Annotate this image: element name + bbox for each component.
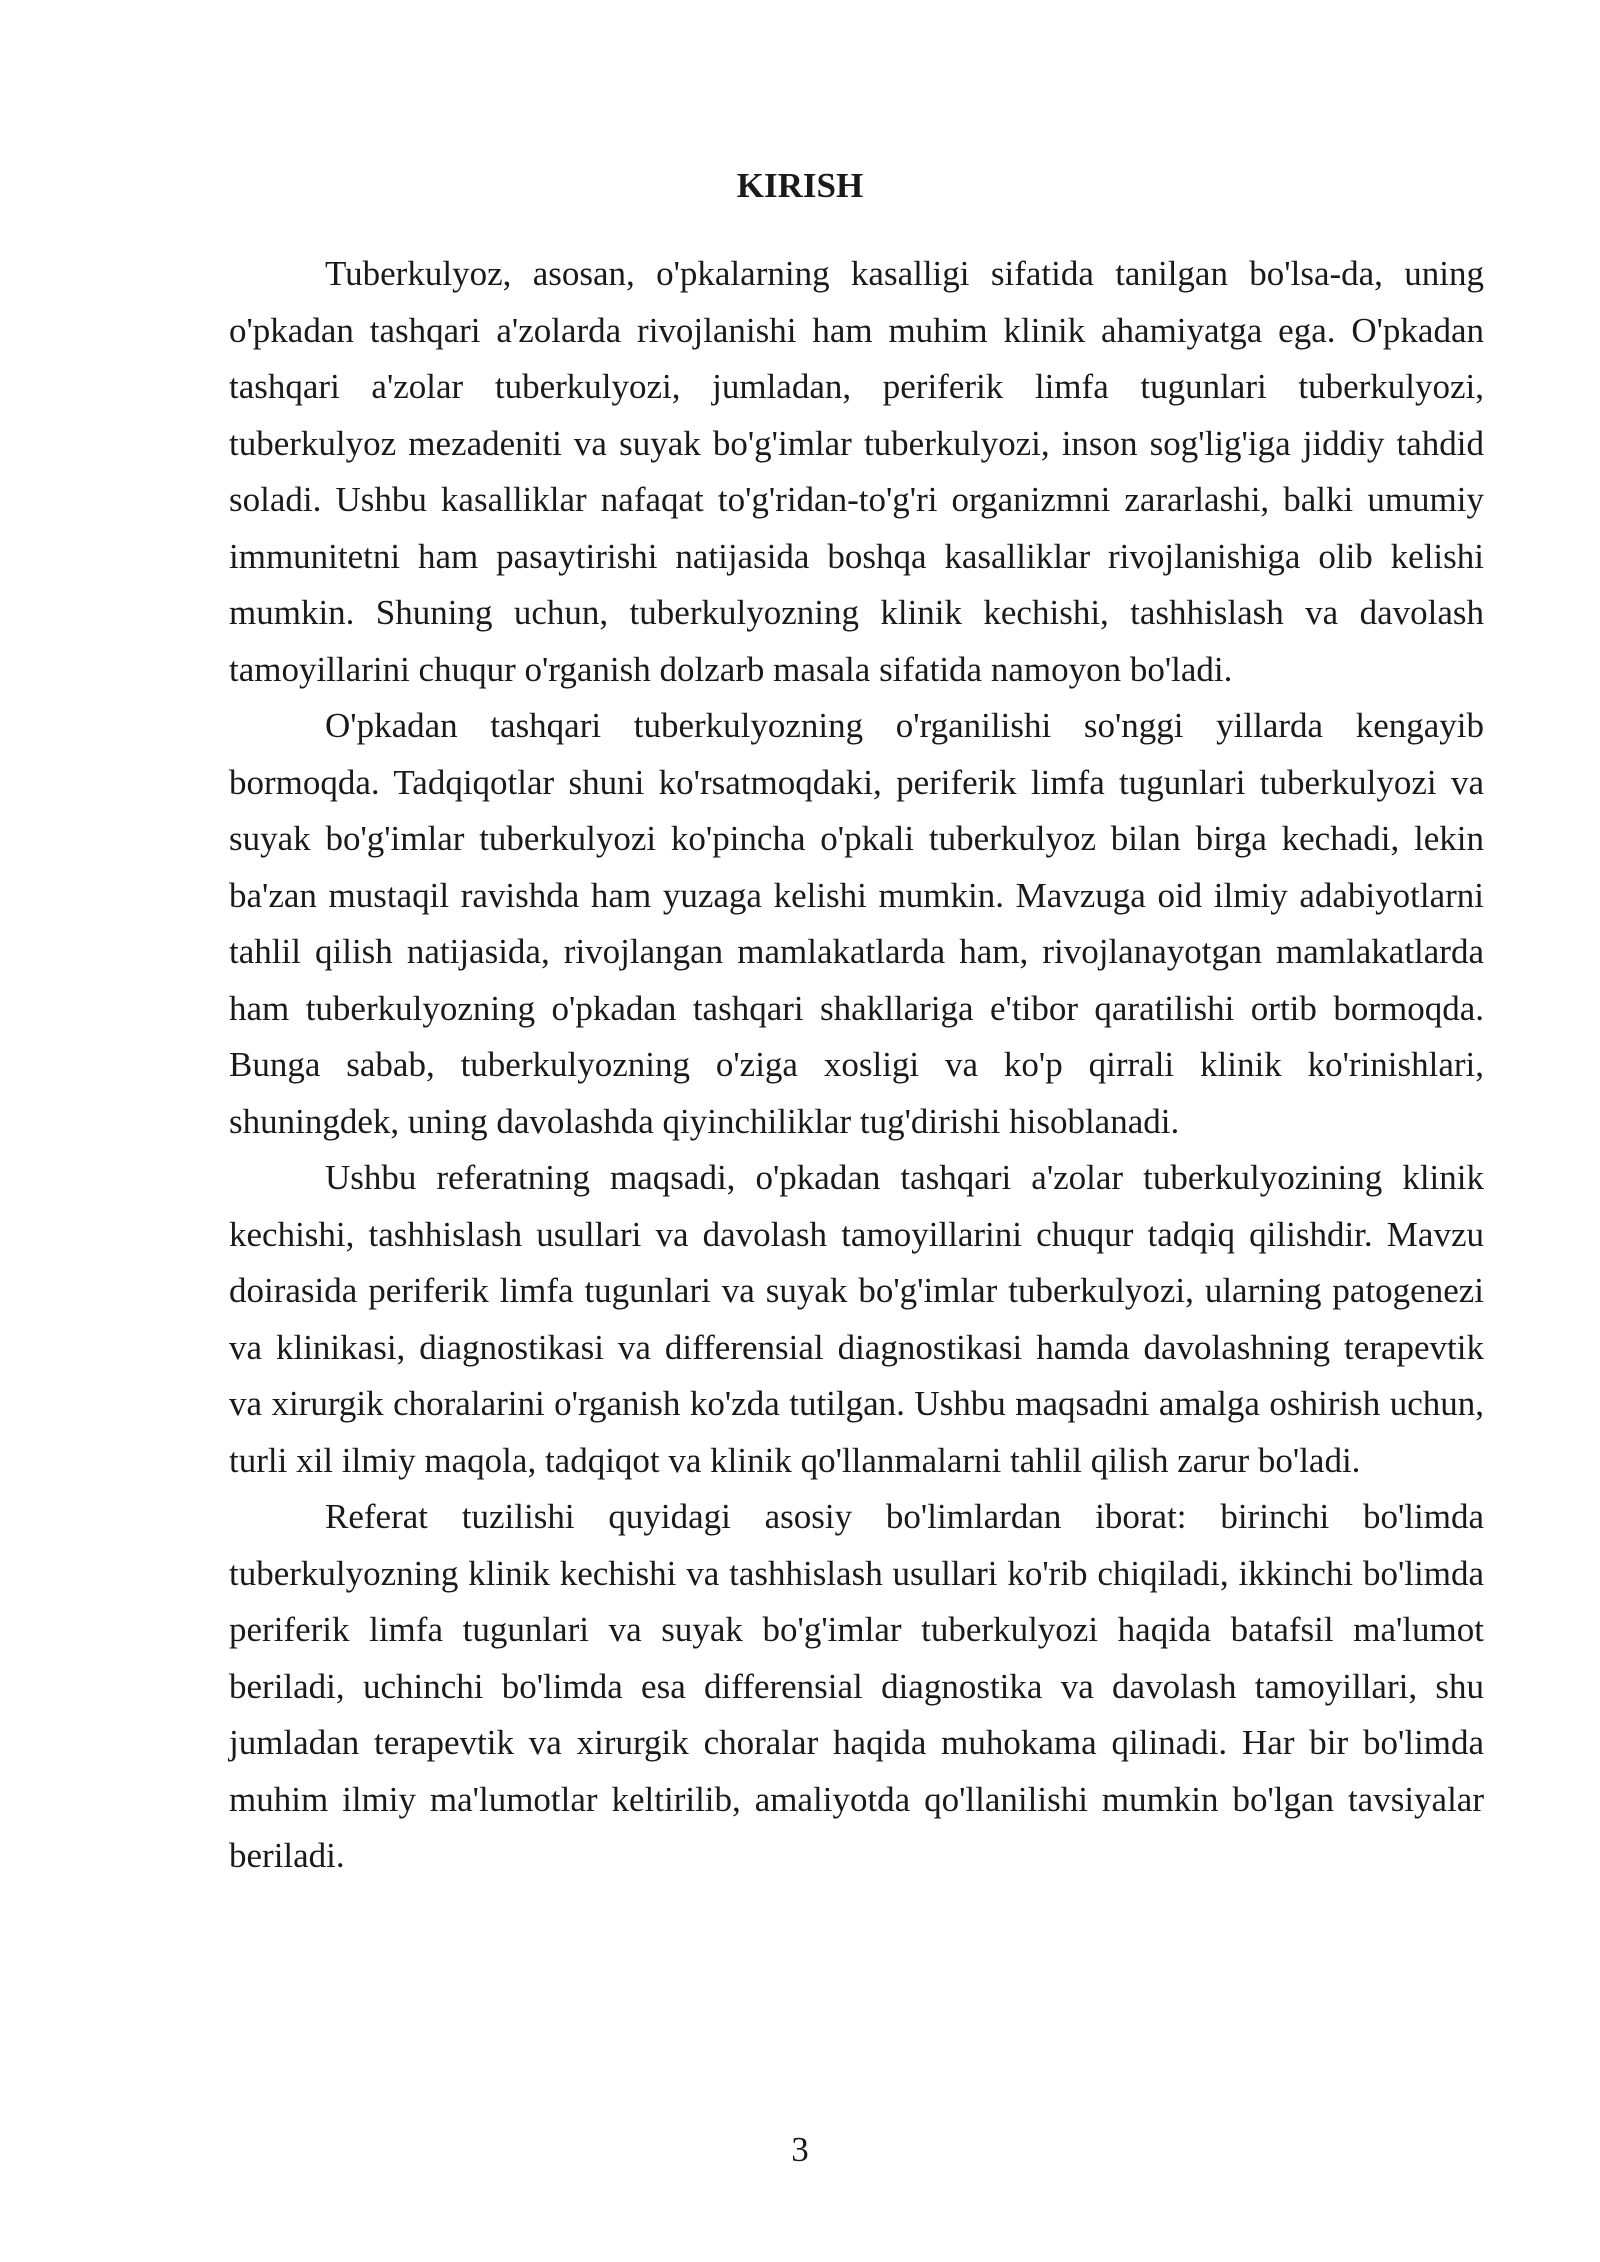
paragraph-aim: Ushbu referatning maqsadi, o'pkadan tashqari a'zolar tuberkulyozining klinik kechishi, tashhislash usullari va davolash tamoyillarini chuqur tadqiq qilishdir. Mavzu doirasida periferik limfa tugunlari va suyak bo'g'imlar tuberkulyozi, ularning patogenezi va klinikasi, diagnostikasi va differensial diagnostikasi hamda davolashning terapevtik va xirurgik choralarini o'rganish ko'zda tutilgan. Ushbu maqsadni amalga oshirish uchun, turli xil ilmiy maqola, tadqiqot va klinik qo'llanmalarni tahlil qilish zarur bo'ladi. xyxy=(229,1158,1484,1480)
paragraph-intro: Tuberkulyoz, asosan, o'pkalarning kasalligi sifatida tanilgan bo'lsa-da, uning o'pkadan tashqari a'zolarda rivojlanishi ham muhim klinik ahamiyatga ega. O'pkadan tashqari a'zolar tuberkulyozi, jumladan, periferik limfa tugunlari tuberkulyozi, tuberkulyoz mezadeniti va suyak bo'g'imlar tuberkulyozi, inson sog'lig'iga jiddiy tahdid soladi. Ushbu kasalliklar nafaqat to'g'ridan-to'g'ri organizmni zararlashi, balki umumiy immunitetni ham pasaytirishi natijasida boshqa kasalliklar rivojlanishiga olib kelishi mumkin. Shuning uchun, tuberkulyozning klinik kechishi, tashhislash va davolash tamoyillarini chuqur o'rganish dolzarb masala sifatida namoyon bo'ladi. xyxy=(229,254,1484,689)
paragraph-research: O'pkadan tashqari tuberkulyozning o'rganilishi so'nggi yillarda kengayib bormoqda. Tadqiqotlar shuni ko'rsatmoqdaki, periferik limfa tugunlari tuberkulyozi va suyak bo'g'imlar tuberkulyozi ko'pincha o'pkali tuberkulyoz bilan birga kechadi, lekin ba'zan mustaqil ravishda ham yuzaga kelishi mumkin. Mavzuga oid ilmiy adabiyotlarni tahlil qilish natijasida, rivojlangan mamlakatlarda ham, rivojlanayotgan mamlakatlarda ham tuberkulyozning o'pkadan tashqari shakllariga e'tibor qaratilishi ortib bormoqda. Bunga sabab, tuberkulyozning o'ziga xosligi va ko'p qirrali klinik ko'rinishlari, shuningdek, uning davolashda qiyinchiliklar tug'dirishi hisoblanadi. xyxy=(229,706,1484,1141)
paragraph-structure: Referat tuzilishi quyidagi asosiy bo'limlardan iborat: birinchi bo'limda tuberkulyozning klinik kechishi va tashhislash usullari ko'rib chiqiladi, ikkinchi bo'limda periferik limfa tugunlari va suyak bo'g'imlar tuberkulyozi haqida batafsil ma'lumot beriladi, uchinchi bo'limda esa differensial diagnostika va davolash tamoyillari, shu jumladan terapevtik va xirurgik choralar haqida muhokama qilinadi. Har bir bo'limda muhim ilmiy ma'lumotlar keltirilib, amaliyotda qo'llanilishi mumkin bo'lgan tavsiyalar beriladi. xyxy=(229,1497,1484,1875)
page-number: 3 xyxy=(791,2130,809,2169)
body-text xyxy=(229,246,1484,1885)
section-heading: KIRISH xyxy=(736,166,864,205)
